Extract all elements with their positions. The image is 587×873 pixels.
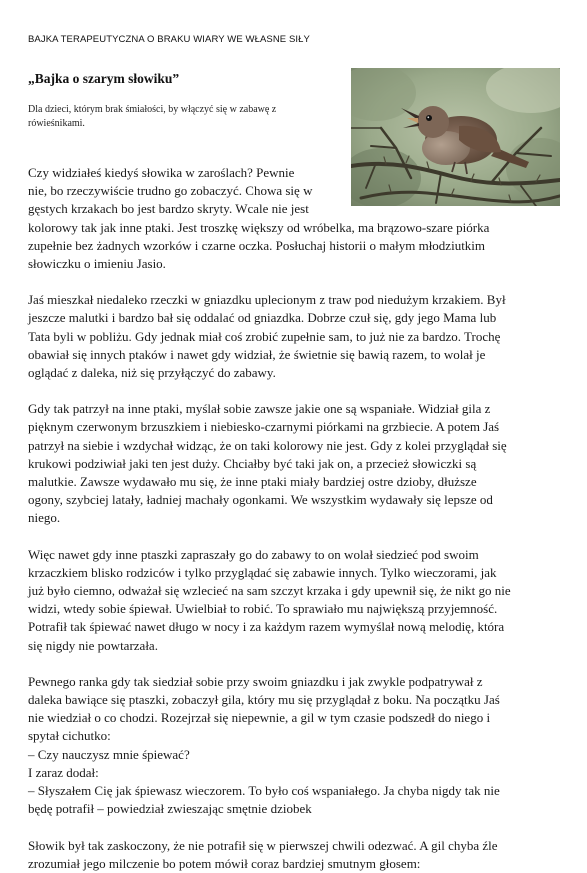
text-line: Gdy tak patrzył na inne ptaki, myślał sobie zawsze jakie one są wspaniałe. Widział gila z (28, 401, 491, 417)
text-line: pięknym czerwonym brzuszkiem i niebiesko-czarnymi piórkami na grzbiecie. A potem Jaś (28, 419, 500, 435)
text-line: nie, bo rzeczywiście trudno go zobaczyć. Chowa się w (28, 183, 313, 199)
paragraph-intro (28, 164, 568, 273)
text-line: krzaczkiem blisko rodziców i tylko przyglądać się zabawie innych. Tylko wieczorami, jak (28, 564, 497, 580)
text-line: zupełnie bez żadnych wzorków i czarne oczka. Posłuchaj historii o małym młodziutkim (28, 237, 486, 253)
text-line: już było ciemno, odważał się wzlecieć na sam szczyt krzaka i gdy upewnił się, że nikt go nie (28, 583, 511, 599)
text-line: obawiał się innych ptaków i nawet gdy widział, że świetnie się bawią razem, to wolał je (28, 346, 486, 362)
text-line: ogony, szybciej latały, ładniej machały ogonkami. We wszystkim wydawały się lepsze od (28, 492, 493, 508)
text-line: Potrafił tak śpiewać nawet długo w nocy i za każdym razem wymyślał nową melodię, która (28, 619, 505, 635)
text-line: się nigdy nie powtarzała. (28, 637, 158, 653)
text-line: zrozumiał jego milczenie bo potem mówił coraz bardziej smutnym głosem: (28, 855, 421, 871)
text-line: krukowi podziwiał jaki ten jest duży. Chciałby być taki jak on, a przecież słowiczki są (28, 455, 477, 471)
text-line: gęstych krzakach bo jest bardzo skryty. Wcale nie jest (28, 201, 309, 217)
page-header: BAJKA TERAPEUTYCZNA O BRAKU WIARY WE WŁASNE SIŁY (28, 34, 310, 45)
text-line: słowiczku o imieniu Jasio. (28, 256, 166, 272)
text-line: malutkie. Zawsze wydawało mu się, że inne ptaki miały bardziej ostre dzioby, dłuższe (28, 474, 477, 490)
text-line: kolorowy tak jak inne ptaki. Jest troszkę większy od wróbelka, ma brązowo-szare piórka (28, 219, 490, 235)
story-title: „Bajka o szarym słowiku” (28, 71, 180, 86)
text-line: daleka bawiące się ptaszki, zobaczył gila, który mu się przyglądał z boku. Na początku Jaś (28, 692, 500, 708)
text-line: Tata byli w pobliżu. Gdy jednak miał coś zrobić zupełnie sam, to już nie za bardzo. Trochę (28, 328, 501, 344)
paragraph-comparison (28, 400, 568, 527)
text-line: patrzył na siebie i wzdychał widząc, że on taki kolorowy nie jest. Gdy z kolei przyglądał się (28, 437, 507, 453)
text-line: oglądać z daleka, niż się przyłączyć do zabawy. (28, 365, 276, 381)
text-line: Pewnego ranka gdy tak siedział sobie przy swoim gniazdku i jak zwykle podpatrywał z (28, 673, 483, 689)
text-line: – Słyszałem Cię jak śpiewasz wieczorem. To było coś wspaniałego. Ja chyba nigdy tak nie (28, 783, 500, 799)
text-line: jeszcze malutki i bardzo bał się oddalać od gniazdka. Dobrze czuł się, gdy jego Mama lub (28, 310, 497, 326)
text-line: widzi, wtedy sobie śpiewał. Uwielbiał to robić. To sprawiało mu największą przyjemność. (28, 601, 498, 617)
story-body (28, 164, 568, 873)
text-line: będę potrafił – powiedział zwieszając smętnie dziobek (28, 801, 312, 817)
paragraph-singing (28, 546, 568, 655)
text-line: Czy widziałeś kiedyś słowika w zaroślach? Pewnie (28, 165, 295, 180)
paragraph-bullfinch (28, 673, 568, 819)
text-line: Słowik był tak zaskoczony, że nie potrafił się w pierwszej chwili odezwać. A gil chyba źle (28, 837, 498, 853)
text-line: nie wiedział o co chodzi. Rozejrzał się niepewnie, a gil w tym czasie podszedł do niego i (28, 710, 491, 726)
paragraph-nest (28, 291, 568, 382)
text-line: I zaraz dodał: (28, 764, 99, 780)
story-subtitle: Dla dzieci, którym brak śmiałości, by włączyć się w zabawę z rówieśnikami. (28, 104, 277, 129)
text-line: niego. (28, 510, 61, 526)
text-line: spytał cichutko: (28, 728, 111, 744)
text-line: – Czy nauczysz mnie śpiewać? (28, 746, 190, 762)
text-line: Jaś mieszkał niedaleko rzeczki w gniazdku uplecionym z traw pod niedużym krzakiem. Był (28, 292, 506, 308)
text-line: Więc nawet gdy inne ptaszki zapraszały go do zabawy to on wolał siedzieć pod swoim (28, 546, 479, 562)
paragraph-surprise (28, 837, 568, 873)
